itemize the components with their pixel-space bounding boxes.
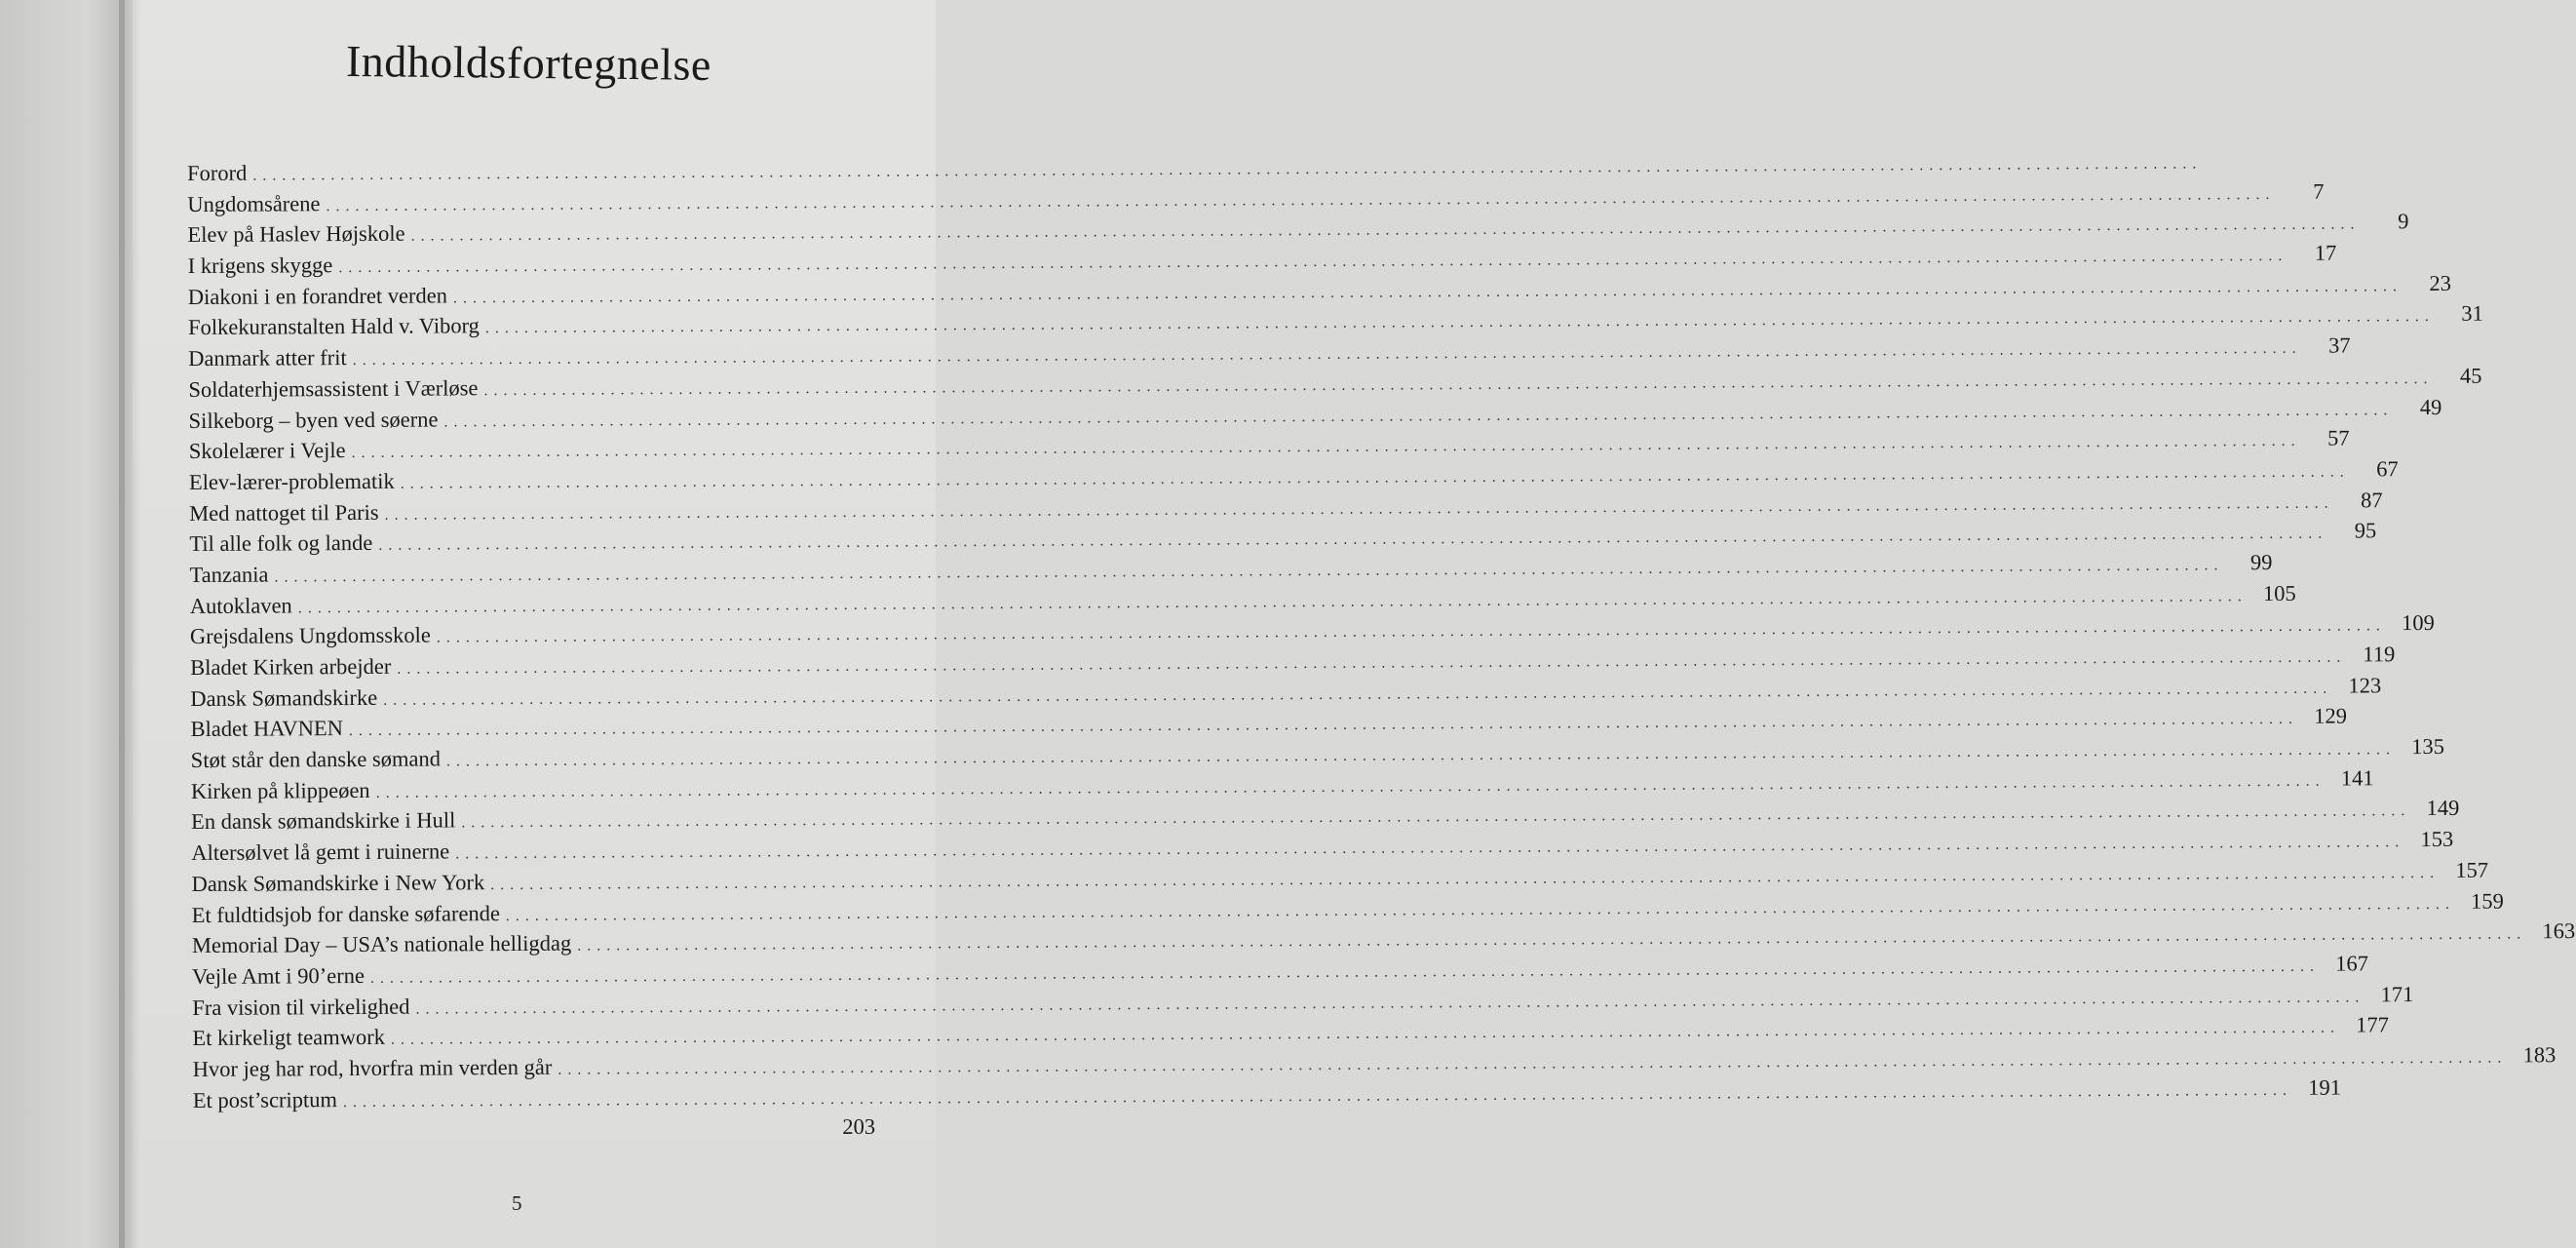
dot-leader: ........................................................................................................................................................................................................: [400, 463, 2350, 492]
toc-entry-page: 49: [2419, 394, 2442, 419]
toc-entry-page: 31: [2461, 301, 2483, 327]
toc-entry-page: 119: [2363, 642, 2396, 667]
toc-entry-title: Tanzania: [189, 562, 269, 587]
page-title: Indholdsfortegnelse: [345, 36, 712, 90]
dot-leader: ........................................................................................................................................................................................................: [369, 957, 2320, 987]
toc-entry-page: 157: [2455, 857, 2489, 882]
dot-leader: ........................................................................................................................................................................................................: [461, 802, 2411, 832]
dot-leader: ........................................................................................................................................................................................................: [297, 587, 2248, 616]
toc-entry: [187, 240, 2337, 285]
toc-entry-title: Ungdomsårene: [187, 190, 321, 216]
dot-leader: ........................................................................................................................................................................................................: [410, 215, 2361, 246]
toc-entry-page: 67: [2376, 456, 2399, 482]
toc-entry-page: 203: [842, 1114, 876, 1140]
toc-entry-title: Silkeborg – byen ved søerne: [188, 406, 439, 433]
toc-entry: [187, 155, 2203, 192]
toc-entry-page: 37: [2328, 332, 2351, 358]
dot-leader: ........................................................................................................................................................................................................: [390, 1019, 2340, 1049]
toc-entry: [192, 1012, 2389, 1057]
dot-leader: ........................................................................................................................................................................................................: [375, 772, 2326, 801]
toc-entry-title: Diakoni i en forandret verden: [187, 283, 448, 309]
toc-entry-page: 135: [2411, 733, 2445, 760]
toc-entry-page: 95: [2354, 518, 2377, 543]
toc-entry-page: 9: [2398, 209, 2409, 234]
dot-leader: ........................................................................................................................................................................................................: [383, 680, 2333, 709]
toc-entry: [191, 857, 2489, 903]
toc-entry: [187, 178, 2325, 222]
toc-entry-title: Fra vision til virkelighed: [192, 994, 410, 1020]
toc-entry-page: 123: [2348, 672, 2382, 698]
toc-entry-title: Dansk Sømandskirke i New York: [191, 870, 485, 896]
toc-entry-title: Folkekuranstalten Hald v. Viborg: [187, 313, 480, 340]
dot-leader: [199, 1134, 827, 1138]
toc-entry-title: Bladet HAVNEN: [190, 716, 344, 742]
spine-shadow: [119, 0, 140, 1248]
dot-leader: ........................................................................................................................................................................................................: [490, 864, 2441, 893]
toc-entry-title: Memorial Day – USA’s nationale helligdag: [191, 930, 572, 958]
toc-entry-page: 87: [2360, 487, 2383, 512]
toc-entry-page: 177: [2356, 1012, 2389, 1037]
toc-entry: [188, 332, 2351, 377]
toc-entry: [192, 951, 2368, 995]
toc-entry: [193, 1114, 875, 1150]
toc-entry-page: 141: [2340, 765, 2374, 791]
toc-entry-title: I krigens skygge: [187, 253, 333, 279]
toc-entry: [189, 580, 2296, 624]
dot-leader: ........................................................................................................................................................................................................: [326, 185, 2276, 214]
page-number: 5: [512, 1191, 522, 1215]
toc-entry: [189, 549, 2273, 594]
toc-entry-title: Elev-lærer-problematik: [188, 468, 395, 494]
toc-entry-page: 105: [2262, 580, 2296, 605]
toc-entry: [191, 888, 2504, 933]
toc-entry-page: 171: [2380, 981, 2414, 1006]
dot-leader: ........................................................................................................................................................................................................: [351, 432, 2301, 462]
toc-entry-title: Et fuldtidsjob for danske søfarende: [191, 900, 500, 927]
dot-leader: ........................................................................................................................................................................................................: [378, 525, 2328, 555]
dot-leader: ........................................................................................................................................................................................................: [436, 617, 2386, 646]
toc-entry-title: Elev på Haslev Højskole: [187, 221, 405, 248]
toc-entry-page: 149: [2426, 796, 2460, 821]
toc-entry-page: 183: [2522, 1042, 2557, 1068]
toc-entry-page: 163: [2542, 918, 2576, 944]
dot-leader: ........................................................................................................................................................................................................: [384, 494, 2334, 524]
toc-entry-title: Til alle folk og lande: [189, 530, 373, 557]
dot-leader: ........................................................................................................................................................................................................: [352, 339, 2302, 370]
toc-entry-title: Bladet Kirken arbejder: [190, 653, 392, 681]
toc-entry: [190, 703, 2348, 748]
toc-entry: [192, 1074, 2342, 1118]
toc-entry-page: 109: [2401, 610, 2435, 636]
toc-entry: [187, 270, 2452, 316]
toc-entry-page: 45: [2459, 363, 2482, 388]
dot-leader: ........................................................................................................................................................................................................: [557, 1049, 2508, 1078]
toc-entry-title: Grejsdalens Ungdomsskole: [189, 622, 431, 649]
toc-entry-page: 23: [2429, 270, 2452, 295]
dot-leader: ........................................................................................................................................................................................................: [274, 557, 2224, 586]
toc-entry-title: Skolelærer i Vejle: [188, 438, 346, 464]
dot-leader: ........................................................................................................................................................................................................: [348, 711, 2299, 740]
toc-entry: [191, 826, 2454, 872]
toc-entry-title: Dansk Sømandskirke: [190, 684, 378, 711]
toc-entry-page: 7: [2313, 178, 2325, 204]
dot-leader: ........................................................................................................................................................................................................: [342, 1081, 2293, 1111]
table-of-contents: [187, 155, 2576, 1150]
toc-entry-page: 57: [2327, 425, 2350, 450]
toc-entry-title: Et kirkeligt teamwork: [192, 1025, 386, 1051]
toc-entry-page: 153: [2420, 826, 2454, 852]
toc-entry-page: 191: [2308, 1074, 2342, 1100]
dot-leader: ........................................................................................................................................................................................................: [443, 401, 2394, 430]
toc-entry-page: 167: [2335, 951, 2368, 976]
toc-entry-title: Autoklaven: [189, 593, 292, 618]
dot-leader: ........................................................................................................................................................................................................: [452, 277, 2403, 307]
toc-entry-title: Et post’scriptum: [192, 1086, 338, 1112]
toc-entry-page: 129: [2314, 703, 2348, 729]
toc-entry-page: 159: [2471, 888, 2504, 914]
dot-leader: ........................................................................................................................................................................................................: [415, 988, 2365, 1018]
dot-leader: ........................................................................................................................................................................................................: [483, 370, 2434, 400]
toc-entry: [190, 765, 2374, 810]
dot-leader: ........................................................................................................................................................................................................: [252, 155, 2203, 184]
toc-entry-title: En dansk sømandskirke i Hull: [191, 807, 456, 835]
toc-entry-page: 17: [2314, 240, 2337, 265]
dot-leader: ........................................................................................................................................................................................................: [338, 247, 2288, 277]
toc-entry-title: Danmark atter frit: [188, 345, 347, 371]
dot-leader: ........................................................................................................................................................................................................: [455, 834, 2405, 863]
dot-leader: ........................................................................................................................................................................................................: [445, 741, 2397, 770]
dot-leader: ........................................................................................................................................................................................................: [577, 925, 2527, 955]
toc-entry: [188, 425, 2350, 470]
toc-entry-title: Vejle Amt i 90’erne: [192, 962, 365, 989]
toc-entry-title: Soldaterhjemsassistent i Værløse: [188, 375, 479, 402]
toc-entry-title: Kirken på klippeøen: [190, 777, 370, 803]
toc-entry-page: 99: [2249, 549, 2273, 575]
dot-leader: ........................................................................................................................................................................................................: [397, 648, 2347, 678]
toc-entry-title: Med nattoget til Paris: [189, 499, 379, 526]
dot-leader: ........................................................................................................................................................................................................: [484, 308, 2435, 337]
toc-entry-title: Forord: [187, 160, 248, 186]
facing-page: [0, 0, 125, 1248]
dot-leader: ........................................................................................................................................................................................................: [505, 895, 2455, 924]
toc-entry-title: Hvor jeg har rod, hvorfra min verden går: [192, 1054, 553, 1081]
toc-entry-title: Støt står den danske sømand: [190, 746, 442, 773]
toc-entry-title: Altersølvet lå gemt i ruinerne: [191, 838, 450, 866]
